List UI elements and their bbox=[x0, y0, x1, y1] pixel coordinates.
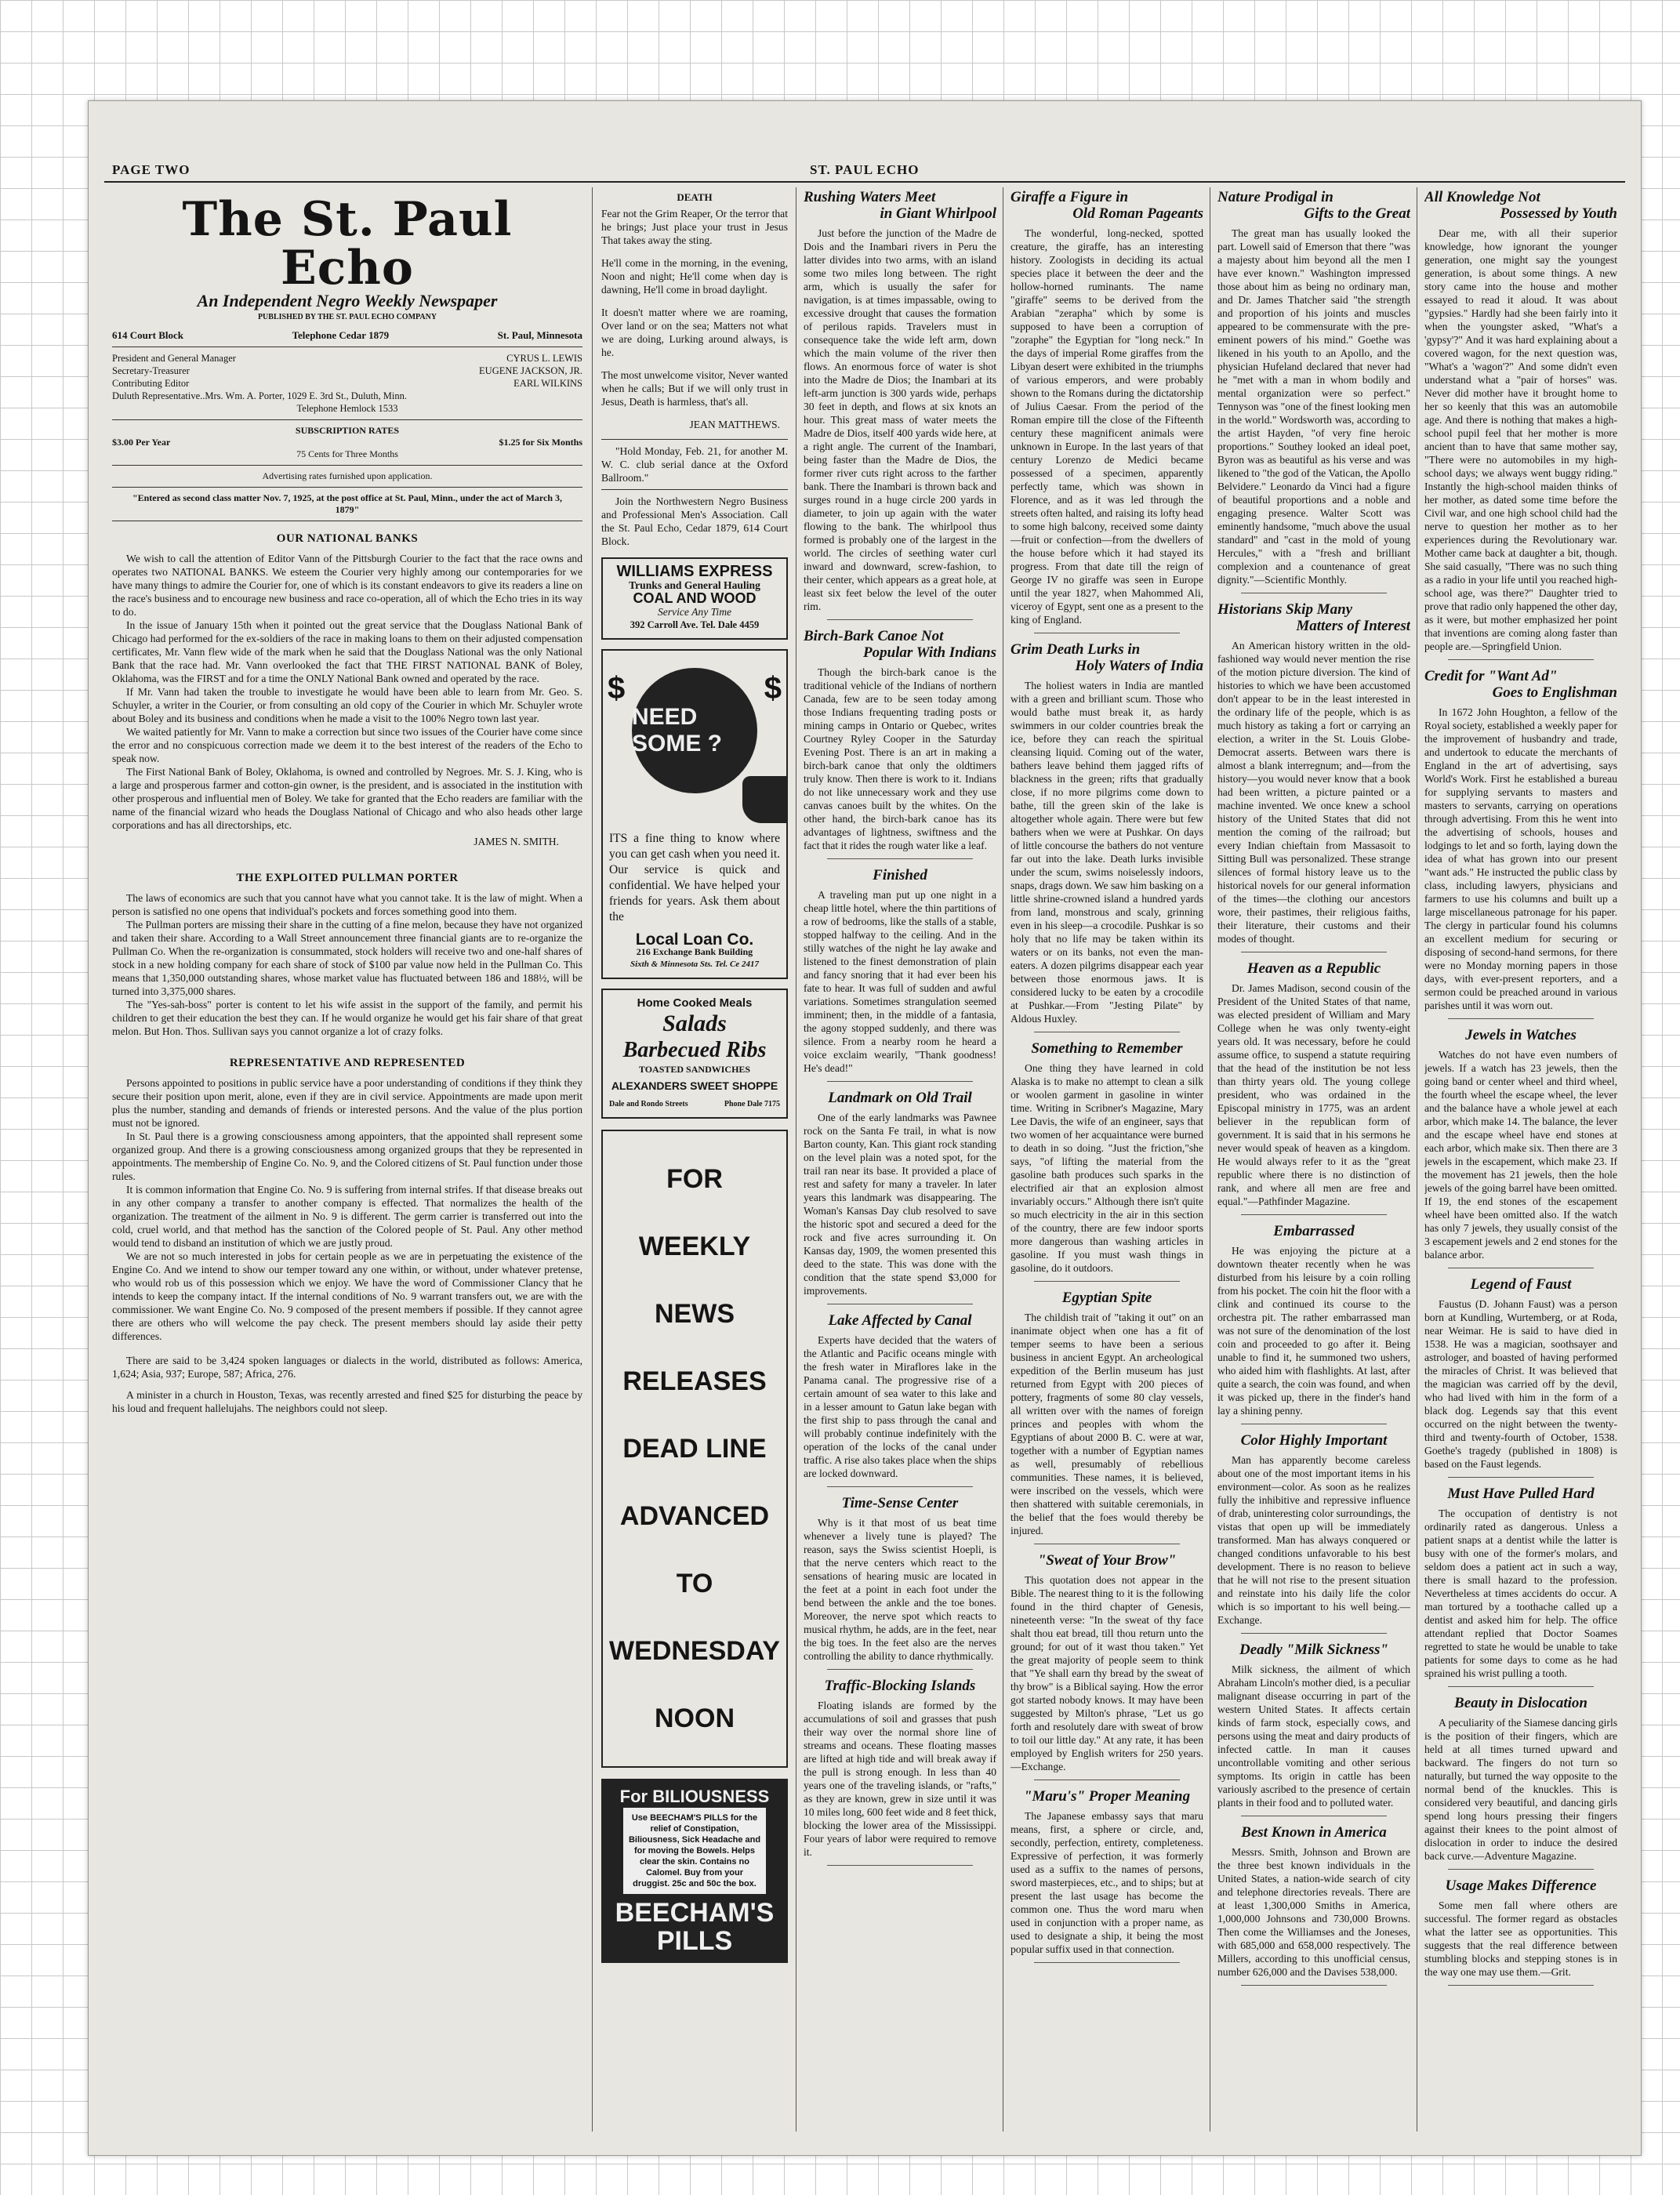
notice: "Hold Monday, Feb. 21, for another M. W. C. club serial dance at the Oxford Ballroom." bbox=[601, 445, 788, 484]
divider bbox=[112, 465, 582, 466]
alexanders-ad: Home Cooked Meals Salads Barbecued Ribs TOASTED SANDWICHES ALEXANDERS SWEET SHOPPE Dale and Rondo Streets Phone Dale 7175 bbox=[601, 989, 788, 1119]
article-headline: Time-Sense Center bbox=[841, 1495, 959, 1511]
williams-express-ad: WILLIAMS EXPRESS Trunks and General Hauling COAL AND WOOD Service Any Time 392 Carroll Ave. Tel. Dale 4459 bbox=[601, 557, 788, 640]
article bbox=[804, 189, 996, 620]
article-body: Watches do not have even numbers of jewels. If a watch has 23 jewels, then the going band or center wheel and third wheel, the fourth wheel the escape wheel, the lever and the balance have a whole jewel at each arbor, which make 14. The balance, the lever and the escape wheel have end stones at each arbor, which make six. Then there are 3 jewels in the escapement, which make 23. If the movement has 21 jewels, then the hole jewels of the going barrel have been omitted. If 19, the end stones of the escapement wheel have been omitted also. If the watch has only 7 jewels, they usually consist of the 3 escapement jewels and 2 end stones for the balance arbor. bbox=[1424, 1049, 1617, 1261]
paragraph: Persons appointed to positions in public service have a poor understanding of conditions if they think they secure their position upon merit, alone, even if they are in civil service. Appointments are made upon merit plus the number, standing and demands of friends or interested persons. And the value of the plus portion must not be ignored. bbox=[112, 1077, 582, 1129]
article-body: Some men fall where others are successful. The former regard as obstacles what the latter see as opportunities. This suggests that the real difference between stumbling blocks and stepping stones is in the way one may use them.—Grit. bbox=[1424, 1899, 1617, 1978]
paragraph: We wish to call the attention of Editor Vann of the Pittsburgh Courier to the fact that the race owns and operates two NATIONAL BANKS. We esteem the Courier very highly among our contemporaries for we have many things to admire the Courier for, one of which is its constant endeavors to give its readers a line on the race's business and to encourage new business and race co-operation, all of which the Echo tries in its way to do. bbox=[112, 553, 582, 618]
article bbox=[1424, 1695, 1617, 1870]
divider bbox=[112, 419, 582, 420]
article-headline: Jewels in Watches bbox=[1465, 1027, 1577, 1043]
masthead-contact bbox=[112, 328, 582, 342]
news-column-6 bbox=[1424, 187, 1617, 2132]
page-number: PAGE TWO bbox=[112, 162, 190, 177]
article-body: Messrs. Smith, Johnson and Brown are the three best known individuals in the United States, a nation-wide search of city and telephone directories reveals. There are at least 1,300,000 Smiths in America, 1,000,000 Johnsons and 730,000 Browns. Then come the Williamses and the Joneses, with 685,000 and 658,000 respectively. The Millers, according to this unofficial census, number 626,000 and the Davises 538,000. bbox=[1217, 1846, 1410, 1978]
article-headline: Deadly "Milk Sickness" bbox=[1239, 1642, 1388, 1658]
signature: JAMES N. SMITH. bbox=[474, 836, 559, 847]
article-headline: Something to Remember bbox=[1031, 1040, 1183, 1057]
article-divider bbox=[827, 858, 973, 859]
editorial-column bbox=[112, 187, 582, 2132]
article-headline: Finished bbox=[873, 867, 927, 883]
article-headline: Egyptian Spite bbox=[1061, 1290, 1152, 1306]
article-body: Experts have decided that the waters of the Atlantic and Pacific oceans mingle with the fresh water in Miraflores lake in the Panama canal. The progressive rise of a certain amount of sea water to this lake and in a lesser amount to Gatun lake began with the first ship to pass through the canal and will probably continue indefinitely with the operation of the locks of the canal under traffic. A rise also takes place when the ships are locked downward. bbox=[804, 1334, 996, 1479]
article bbox=[1217, 1432, 1410, 1634]
masthead-address: 614 Court Block bbox=[112, 329, 183, 341]
paragraph: There are said to be 3,424 spoken languages or dialects in the world, distributed as follows: America, 1,624; Asia, 937; Europe, 587; Africa, 276. bbox=[112, 1355, 582, 1380]
article bbox=[1217, 1824, 1410, 1986]
staff-row: President and General Manager CYRUS L. LEWIS bbox=[112, 353, 582, 364]
article-divider bbox=[1448, 659, 1594, 660]
article bbox=[1424, 1878, 1617, 1986]
article-title: OUR NATIONAL BANKS bbox=[276, 532, 419, 545]
article-body: The wonderful, long-necked, spotted creature, the giraffe, has an interesting history. Zoologists in deciding its actual species place it between the deer and the hollow-horned ruminants. The name "giraffe" seems to be derived from the Arabian "zerapha" which by some is supposed to have been a corruption of "zoraphe" the Egyptian for "long neck." In the days of imperial Rome giraffes from the Libyan desert were exhibited in the triumphs of various emperors, and were probably shown to the Romans during the dictatorship of Julius Caesar. From the period of the Roman empire till the close of the Fifteenth century these magnificent animals were unknown in Europe. In the last years of that century Lorenzo de Medici became possessed of a specimen, apparently perfectly tame, which was shown in Florence, and as it was led through the streets often halted, and raising its lofty head to some high balcony, received some dainty—fruit or confection—from the dwellers of the house before which it had stayed its progress. From that date till the reign of George IV no giraffe was seen in Europe until the year 1827, when Mahommed Ali, viceroy of Egypt, sent one as a present to the king of England. bbox=[1011, 227, 1203, 626]
article-headline: "Sweat of Your Brow" bbox=[1037, 1552, 1177, 1569]
running-head: ST. PAUL ECHO bbox=[810, 162, 920, 177]
article-headline: Rushing Waters Meet in Giant Whirlpool bbox=[804, 189, 996, 222]
article-body: Why is it that most of us beat time whenever a lively tune is played? The reason, says the Swiss scientist Hoepli, is that the nerve centers which react to the sensations of hearing music are located in the feet at a point in each foot under the bend between the ankle and the toe bones. Moreover, the nerve spot which reacts to musical rhythm, he adds, are in the feet, near the big toes. In the feet also are the nerves controlling the ability to dance rhythmically. bbox=[804, 1517, 996, 1662]
article-divider bbox=[1448, 1869, 1594, 1870]
article bbox=[1217, 960, 1410, 1215]
article-body: This quotation does not appear in the Bible. The nearest thing to it is the following found in the third chapter of Genesis, nineteenth verse: "In the sweat of thy face shalt thou eat bread, till thou return unto the ground; for out of it wast thou taken." Yet the great majority of people seem to think that "Ye shall earn thy bread by the sweat of thy brow" is a Biblical saying. How the error got started nobody knows. It may have been suggested by Milton's phrase, "Let us go forth and resolutely dare with sweat of brow to toil our little day." At any rate, it has been employed by English writers for 250 years.—Exchange. bbox=[1011, 1574, 1203, 1772]
article-headline: Landmark on Old Trail bbox=[828, 1090, 972, 1106]
article-body: Faustus (D. Johann Faust) was a person born at Kundling, Wurtemberg, or at Roda, near Weimar. He is said to have died in 1538. He was a magician, soothsayer and astrologer, and boasted of having performed the miracles of Christ. It was believed that the magician was carried off by the devil, who had lived with him in the form of a black dog. Legends say that this event occurred on the night between the twenty-third and twenty-fourth of October, 1538. Goethe's tragedy (published in 1808) is based on the Faust legends. bbox=[1424, 1298, 1617, 1470]
article-divider bbox=[1448, 1985, 1594, 1986]
article bbox=[1424, 189, 1617, 660]
article bbox=[1424, 1276, 1617, 1478]
divider bbox=[112, 487, 582, 488]
masthead-telephone: Telephone Cedar 1879 bbox=[292, 329, 390, 341]
rates-title: SUBSCRIPTION RATES bbox=[295, 425, 400, 436]
deadline-notice: FOR WEEKLY NEWS RELEASES DEAD LINE ADVANCED TO WEDNESDAY NOON bbox=[601, 1130, 788, 1768]
article-body: Though the birch-bark canoe is the traditional vehicle of the Indians of northern Canada, few are to be seen today among those Indians frequenting trading posts or mining camps in Ontario or Quebec, writes Courtney Ryley Cooper in the Saturday Evening Post. There is an art in making a birch-bark canoe that only the oldtimers truly know. Then there is work to it. Indians do not like unnecessary work and they use canvas canoes built by the whites. On the other hand, the birch-bark canoe has its advantages of lightness, swiftness and the fact that it rides the rough water like a leaf. bbox=[804, 666, 996, 851]
article bbox=[1217, 1642, 1410, 1816]
article-divider bbox=[1034, 1281, 1180, 1282]
article-body: The holiest waters in India are mantled with a green and brilliant scum. Those who would bathe must break it, as hardy swimmers in our colder countries break the ice, before they can reach the spiritual cleansing liquid. Coming out of the water, bathers leave behind them jagged rifts of blackness in the green; rifts that gradually close, if no more pilgrims come down to bathe, till the green skin of the lake is altogether whole again. There were but few bathers when we were at Pushkar. On days of little concourse the bathers do not venture far out into the lake. Death lurks invisible under the scum, swims noiselessly indoors, snaps, drags down. We saw him basking on a little shrine-crowned island a hundred yards from land, monstrous and scaly, grinning even in his sleep—a crocodile. Pushkar is so holy that no life may be taken within its waters or on its banks, not even the man-eaters. A dozen pilgrims disappear each year between those enormous jaws. It is considered lucky to be eaten by a crocodile at Pushkar.—From "Jesting Pilate" by Aldous Huxley. bbox=[1011, 680, 1203, 1025]
article-headline: Must Have Pulled Hard bbox=[1447, 1486, 1595, 1502]
article-body: The childish trait of "taking it out" on an inanimate object when one has a fit of temper seems to have been a serious business in ancient Egypt. An archeological expedition of the Berlin museum has just returned from Egypt with 200 pieces of pottery, fragments of some 80 clay vessels, all written over with the names of foreign princes and peoples with whom the Egyptians of about 2000 B. C. were at war, together with a number of Egyptian names as well, presumably of rebellious communities. These names, it is believed, were inscribed on the vessels, which were then shattered with suitable ceremonials, in the belief that the foes would thereby be injured. bbox=[1011, 1312, 1203, 1536]
article bbox=[804, 867, 996, 1082]
article-divider bbox=[1448, 1018, 1594, 1019]
article-headline: Usage Makes Difference bbox=[1445, 1878, 1597, 1894]
article-headline: Grim Death Lurks in Holy Waters of India bbox=[1011, 641, 1203, 674]
article-divider bbox=[1448, 1477, 1594, 1478]
article-headline: Best Known in America bbox=[1241, 1824, 1387, 1841]
notice: Join the Northwestern Negro Business and Professional Men's Association. Call the St. Paul Echo, Cedar 1879, 614 Court Block. bbox=[601, 495, 788, 547]
article-body: A peculiarity of the Siamese dancing girls is the position of their fingers, which are held at all times turned upward and backward. The fingers do not turn so naturally, but turned the way opposite to the normal bend of the knuckles. This is considered very beautiful, and dancing girls spend long hours pressing their fingers against their knees to the point almost of dislocation in order to induce the desired back curve.—Adventure Magazine. bbox=[1424, 1717, 1617, 1862]
article bbox=[1424, 1486, 1617, 1687]
article-body: One of the early landmarks was Pawnee rock on the Santa Fe trail, in what is now Barton county, Kan. This giant rock standing on the level plain was a noted spot, for the trail ran near its base. It provided a place of rest and safety for many a traveler. In later years this landmark was disappearing. The Woman's Kansas Day club resolved to save the historic spot and secured a deed for the rock and five acres surrounding it. On Kansas day, 1909, the women presented this deed to the state. This was done with the condition that the state spend $3,000 for improvements. bbox=[804, 1112, 996, 1297]
article bbox=[804, 1495, 996, 1670]
paragraph: In St. Paul there is a growing consciousness among appointers, that the appointed shall represent some organized group. And there is a growing consciousness among organized groups that they be represented in appointments. The membership of Engine Co. No. 9, and the Colored citizens of St. Paul function under those rules. bbox=[112, 1130, 582, 1182]
article-headline: Color Highly Important bbox=[1240, 1432, 1388, 1449]
poem-stanza: Fear not the Grim Reaper, Or the terror that he brings; Just place your trust in Jesus That takes away the sting. bbox=[601, 208, 788, 246]
poem-title: DEATH bbox=[677, 191, 713, 203]
entered-notice: "Entered as second class matter Nov. 7, 1925, at the post office at St. Paul, Minn., under the act of March 3, 1879" bbox=[132, 492, 563, 515]
staff-duluth: Duluth Representative..Mrs. Wm. A. Porter, 1029 E. 3rd St., Duluth, Minn. bbox=[112, 390, 407, 401]
article bbox=[1424, 668, 1617, 1019]
article-divider bbox=[1448, 1686, 1594, 1687]
article bbox=[1424, 1027, 1617, 1268]
article bbox=[1011, 1788, 1203, 1963]
paragraph: The "Yes-sah-boss" porter is content to let his wife assist in the support of the family, and permit his children to get their education the best they can. If he would organize he would get his fair share of that great melon. But Hon. Thos. Sullivan says you cannot organize a lot of crazy folks. bbox=[112, 999, 582, 1037]
poem-stanza: It doesn't matter where we are roaming, Over land or on the sea; Matters not what we are doing, Lurking around always, is he. bbox=[601, 307, 788, 358]
article-headline: Nature Prodigal in Gifts to the Great bbox=[1217, 189, 1410, 222]
need-some-badge: NEED SOME ? bbox=[632, 668, 757, 793]
article-headline: Giraffe a Figure in Old Roman Pageants bbox=[1011, 189, 1203, 222]
paragraph: A minister in a church in Houston, Texas, was recently arrested and fined $25 for disturbing the peace by his loud and frequent hallelujahs. The neighbors could not sleep. bbox=[112, 1389, 582, 1414]
article-body: Just before the junction of the Madre de Dois and the Inambari rivers in Peru the latter divides into two arms, with an island some two miles long between. The right arm, which is usually the safer for navigation, is at times impassable, owing to excessive drought that causes the formation of perilous rapids. Travelers must in consequence take the wide left arm, down which the main volume of the river then flows. An enormous force of water is shot into the Madre de Dios; the Inambari at its left-arm junction is 300 yards wide, perhaps 30 feet in depth, and flows at six knots an hour. This great mass of water meets the Madre de Dios, itself 400 yards wide here, at a right angle. The current of the Inambari, being faster than the Madre de Dios, the former river cuts right across to the farther bank. There the Inambari is thrown back and surges round in a huge circle 200 yards in diameter, to join up again with the water flowing to the bank. The whirlpool thus formed is probably one of the largest in the world. The circles of seething water curl inward and downward, screw-fashion, to their center, which appears as a great hole, at least six feet below the level of the outer rim. bbox=[804, 227, 996, 612]
poem-author: JEAN MATTHEWS. bbox=[689, 419, 780, 430]
advertising-note: Advertising rates furnished upon application. bbox=[262, 470, 433, 481]
paragraph: If Mr. Vann had taken the trouble to investigate he would have been able to learn from Mr. Geo. S. Schuyler, a writer in the Courier, or from consulting an old copy of the Courier in which Mr. Schuyler wrote about Boley and its business and conditions when he made a visit to the 100% Negro town last year. bbox=[112, 686, 582, 724]
article-headline: Legend of Faust bbox=[1470, 1276, 1572, 1293]
beechams-pills-ad: For BILIOUSNESS Use BEECHAM'S PILLS for the relief of Constipation, Biliousness, Sick Headache and for moving the Bowels. Helps clear the skin. Contains no Calomel. Buy from your druggist. 25c and 50c the box. BEECHAM'S PILLS bbox=[601, 1779, 788, 1963]
article-body: He was enjoying the picture at a downtown theater recently when he was disturbed from his leisure by a coin rolling from his pocket. The coin hit the floor with a clink and continued its course to the orchestra pit. The rather embarrassed man was not sure of the denomination of the lost coin and proceeded to go after it. Being unable to find it, he summoned two ushers, who aided him with flashlights. At last, after quite a search, the coin was found, and when it was picked up, there in the finder's hand lay a shining penny. bbox=[1217, 1245, 1410, 1417]
divider bbox=[601, 439, 788, 440]
paragraph: The laws of economics are such that you cannot have what you cannot take. It is the law of might. When a person is satisfied no one opens that individual's pockets and forces something good into them. bbox=[112, 892, 582, 917]
column-rule bbox=[592, 187, 593, 2132]
article bbox=[1217, 601, 1410, 952]
article-body: An American history written in the old-fashioned way would never mention the rise of the motion picture diversion. The kind of histories to which we have been accustomed don't appear to be in the least interested in the ordinary life of the people, which is as much history as taking a fort or carrying an election, a writer in the St. Louis Globe-Democrat asserts. Between wars there is almost a blank interregnum; and—from the history—you would never know that a book had been written, a picture painted or a machine invented. We once knew a school history of the United States that did not mention the coming of the railroad; but every Indian chieftain from Massasoit to Sitting Bull was personalized. These strange silences of formal history leave us to the historical novels for our general information of the times—the clothing our ancestors wore, their pastimes, their religious faiths, their literature, their customs and their modes of thought. bbox=[1217, 640, 1410, 945]
masthead-title: The St. Paul Echo bbox=[182, 192, 513, 296]
article-divider bbox=[1241, 1214, 1387, 1215]
article bbox=[1217, 1223, 1410, 1424]
article bbox=[1011, 1290, 1203, 1544]
poem-stanza: The most unwelcome visitor, Never wanted when he calls; But if we will only trust in Jesus, Death is harmless, that's all. bbox=[601, 369, 788, 408]
dollar-icon: $ bbox=[764, 671, 782, 706]
paragraph: The Pullman porters are missing their share in the cutting of a fine melon, because they have not organized and taken their share. According to a Wall Street announcement three financial giants are to re-organize the Pullman Co. When the re-organization is consummated, stock holders will receive two and one-half shares of stock in a new holding company for each share of stock of $100 par value now held in the Pullman Co. This means that 1,350,000 outstanding shares, whose market value has fluctuated between 186 and 188½, will be turned into 3,375,000 shares. bbox=[112, 919, 582, 997]
dollar-icon: $ bbox=[608, 671, 626, 706]
article-body: The Japanese embassy says that maru means, first, a sphere or circle, and, secondly, perfection, entirety, completeness. Expressive of perfection, it was formerly used as a suffix to the names of persons, sword masterpieces, etc., and to ships; but at present the last usage has become the common one. Thus the word maru when used in conjunction with a proper name, as used to designate a ship, it being the most popular suffix used in that connection. bbox=[1011, 1810, 1203, 1955]
article-headline: All Knowledge Not Possessed by Youth bbox=[1424, 189, 1617, 222]
article bbox=[804, 1312, 996, 1487]
article-headline: Historians Skip Many Matters of Interest bbox=[1217, 601, 1410, 634]
local-loan-ad: $ $ NEED SOME ? ITS a fine thing to know where you can get cash when you need it. Our service is quick and confidential. We have helped your friends for years. Ask them about the Local Loan Co. 216 Exchange Bank Building Sixth & Minnesota Sts. Tel. Ce 2417 bbox=[601, 649, 788, 979]
article-body: The occupation of dentistry is not ordinarily rated as dangerous. Unless a patient snaps at a dentist while the latter is busy with one of the former's molars, and seldom does a patient act in such a way, there is small hazard to the profession. Nevertheless at times accidents do occur. A man tortured by a toothache called up a dentist and asked him for help. The office attendant replied that Doctor Soames regretted to state he would be unable to take patients for some days to come as he had sprained his wrist pulling a tooth. bbox=[1424, 1507, 1617, 1679]
masthead-city: St. Paul, Minnesota bbox=[497, 329, 582, 341]
staff-list bbox=[112, 352, 582, 415]
article bbox=[1217, 189, 1410, 593]
article-divider bbox=[1241, 1633, 1387, 1634]
article-headline: Traffic-Blocking Islands bbox=[824, 1678, 976, 1694]
article-body: Milk sickness, the ailment of which Abraham Lincoln's mother died, is a peculiar malignant disease occurring in part of the western United States. It affects certain kinds of farm stock, especially cows, and persons using the meat and dairy products of infected cattle. In man it causes uncontrollable vomiting and other serious symptoms. Its origin in cattle has been variously ascribed to the presence of certain plants in their food and to polluted water. bbox=[1217, 1663, 1410, 1809]
article-body: The great man has usually looked the part. Lowell said of Emerson that there "was a majesty about him beyond all the men I have ever known." Washington impressed those about him as being no ordinary man, and Dr. James Thatcher said "the strength and proportion of his joints and muscles appeared to be commensurate with the pre-eminent powers of his mind." Goethe was likened in his youth to an Apollo, and the physician Hufeland declared that never had he "met with a man in whom bodily and mental organization were so perfect." Tennyson was "one of the finest looking men in the world." Wordsworth was, according to the artist Hayden, "of very fine heroic proportions." Southey looked an ideal poet, Byron was as beautiful as his verse and was likened to "the god of the Vatican, the Apollo Belvidere." Leonardo da Vinci had a figure of beautiful proportions and a noble and engaging presence. Walter Scott was eminently handsome, "much above the usual standard" and "cast in the mold of young Hercules," with a "fresh and brilliant complexion and a countenance of great dignity."—Scientific Monthly. bbox=[1217, 227, 1410, 586]
article-divider bbox=[827, 1486, 973, 1487]
article-headline: Lake Affected by Canal bbox=[828, 1312, 972, 1329]
article bbox=[804, 1090, 996, 1304]
article-body: In 1672 John Houghton, a fellow of the Royal society, established a weekly paper for the improvement of husbandry and trade, and undertook to educate the merchants of England in the art of advertising, says World's Work. First he established a bureau for supplying servants to masters and masters to servants, carrying on operations through advertising. From this he went into the advertising of schools, houses and lodgings to let and so forth, laying down the idea of what has grown into our present "want ads." He instructed the public class by class, including lawyers, physicians and farmers to use his columns and built up a large miscellaneous patronage for his paper. The clergy in particular found his columns an excellent medium for securing or disposing of second-hand sermons, for there were no Monday morning papers in those days, with ever-present reporters, and a sermon could be preached around in various parishes until it was worn out. bbox=[1424, 706, 1617, 1011]
article-title: THE EXPLOITED PULLMAN PORTER bbox=[236, 872, 459, 884]
article-headline: Embarrassed bbox=[1273, 1223, 1355, 1239]
article-body: Dear me, with all their superior knowledge, how ignorant the younger generation, one might say the youngest generation, is about some things. A new story came into the house and mother essayed to read it aloud. It was about "gypsies." Hardly had she been fairly into it when the youngster asked, "What's a 'gypsy'?" And it was hard explaining about a covered wagon, for the next question was, "What's a 'wagon'?" And some didn't even understand what a "pair of horses" was. Never did mother have it brought home to her so keenly that this was an automobile age. And there is nothing that makes a high-school pupil feel that her mother is more ancient than to have that same mother say, "There were no automobiles in my high-school days; we always went buggy riding." Instantly the high-school maiden thinks of her mother, as dated some time before the Civil war, and one high school child had the nerve to question her mother as to her experiences during the Revolutionary war. Mother came back at daughter a bit, though. She said casually, "There was no such thing as a radio in your life until you reached high-school age, was there?" Daughter tried to prove that radio only happened the other day, as it were, but mother emphasized her point that inventions are coming along faster than people are.—Springfield Union. bbox=[1424, 227, 1617, 652]
article-divider bbox=[1034, 1962, 1180, 1963]
rate-three: 75 Cents for Three Months bbox=[296, 448, 398, 459]
masthead-subtitle: An Independent Negro Weekly Newspaper bbox=[197, 291, 498, 310]
ad-copy: ITS a fine thing to know where you can get cash when you need it. Our service is quick and confidential. We have helped your friends for years. Ask them about the bbox=[609, 832, 780, 923]
rates-row: $3.00 Per Year $1.25 for Six Months bbox=[112, 437, 582, 448]
paragraph: It is common information that Engine Co. No. 9 is suffering from internal strifes. If that disease breaks out in any other company a transfer to another company is effected. That normalizes the health of the organization. The treatment of the ailment in No. 9 is different. The germ carrier is transferred out into the cold, cruel world, and that method has the sanction of the Colored people of St. Paul. Any other method would tend to disband an institution of which we are justly proud. bbox=[112, 1184, 582, 1249]
ad-column bbox=[601, 187, 788, 2132]
paragraph: The First National Bank of Boley, Oklahoma, is owned and controlled by Negroes. Mr. S. J. King, who is a large and prosperous farmer and cotton-gin owner, is the president, and is associated in the institution with other prosperous and influential men of Boley. We take for granted that the Echo readers are familiar with the name of the financial wizard who heads the Douglass National of Chicago and who also heads other large corporations and has all directorships, etc. bbox=[112, 766, 582, 831]
poem bbox=[601, 207, 788, 408]
article bbox=[1011, 641, 1203, 1032]
article-headline: Heaven as a Republic bbox=[1246, 960, 1381, 977]
paragraph: We are not so much interested in jobs for certain people as we are in perpetuating the existence of the Engine Co. And we intend to show our temper toward any one within, or without, under whatever pretense, who would rob us of this possession which we enjoy. We have the word of Commissioner Clancy that he intends to keep the company intact. If the internal conditions of No. 9 warrant transfers out, we are with the commissioner. We want Engine Co. No. 9 composed of the present members if possible. If they cannot agree there are others who will welcome the pay check. The present members should lay aside their petty differences. bbox=[112, 1250, 582, 1342]
article-divider bbox=[827, 1081, 973, 1082]
article-title: REPRESENTATIVE AND REPRESENTED bbox=[229, 1057, 466, 1069]
article bbox=[1011, 189, 1203, 633]
header-rule bbox=[104, 181, 1625, 183]
article-body: Man has apparently become careless about one of the most important items in his environment—color. As soon as he realizes fully the inhibitive and repressive influence of drab, uninteresting color surroundings, the vistas that open up will be immediately transformed. Man has always conquered or changed conditions unfavorable to his best development. There is no reason to believe that he will not rise to the present situation and reinstate into his daily life the color which is so important to his well being.—Exchange. bbox=[1217, 1454, 1410, 1626]
article bbox=[804, 628, 996, 859]
paragraph: We waited patiently for Mr. Vann to make a correction but since two issues of the Courier have come since the error and no conspicuous correction made we deem it to the best interest of the readers of the Echo to speak now. bbox=[112, 726, 582, 764]
article-body: Floating islands are formed by the accumulations of soil and grasses that push their way over the normal shore line of streams and oceans. These floating masses are lifted at high tide and will break away if the pull is strong enough. In less than 40 years one of the traveling islands, or "rafts," as they are known, grew in size until it was 10 miles long, 600 feet wide and 8 feet thick, blocking the lower area of the Mississippi. Four years of labor were required to remove it. bbox=[804, 1700, 996, 1858]
article-divider bbox=[827, 1669, 973, 1670]
article bbox=[1011, 1040, 1203, 1282]
article-body: A traveling man put up one night in a cheap little hotel, where the thin partitions of a row of bedrooms, like the stalls of a stable, stopped halfway to the ceiling. And in the stilly watches of the night he lay awake and listened to the finest demonstration of plain and fancy snoring that it had ever been his fate to hear. It was full of sudden and awful variations. Sometimes strangulation seemed imminent; then, in the middle of a fantasia, the agony stopped suddenly, and there was silence. From a nearby room he heard a voice exclaim wearily, "Thank goodness! He's dead!" bbox=[804, 889, 996, 1074]
article bbox=[804, 1678, 996, 1866]
newspaper-page bbox=[88, 100, 1642, 2156]
ad-company: Local Loan Co. bbox=[635, 931, 754, 949]
masthead-publisher: PUBLISHED BY THE ST. PAUL ECHO COMPANY bbox=[257, 313, 437, 321]
news-column-4 bbox=[1011, 187, 1203, 2132]
article bbox=[1011, 1552, 1203, 1780]
article-headline: Birch-Bark Canoe Not Popular With Indians bbox=[804, 628, 996, 661]
news-column-3 bbox=[804, 187, 996, 2132]
article-body: Dr. James Madison, second cousin of the President of the United States of that name, was elected president of William and Mary College when he was only twenty-eight years old. It was necessary, before he could assume office, to suspend a statute requiring that the head of the institution be not less than thirty years old. The young college president, who was ordained in the Episcopal ministry in 1775, was an ardent believer in the republican form of government. It is said that in his sermons he never would speak of heaven as a kingdom. He would always refer to it as the "great republic where there is no distinction of rank, and where all men are free and equal."—Pathfinder Magazine. bbox=[1217, 982, 1410, 1207]
article-divider bbox=[1241, 1985, 1387, 1986]
news-column-5 bbox=[1217, 187, 1410, 2132]
article-divider bbox=[827, 619, 973, 620]
divider bbox=[112, 346, 582, 347]
article-headline: Beauty in Dislocation bbox=[1454, 1695, 1587, 1711]
article-body: One thing they have learned in cold Alaska is to make no attempt to clean a silk or woolen garment in gasoline in winter time. Writing in Scribner's Magazine, Mary Lee Davis, the wife of an engineer, says that two women of her acquaintance were burned to death in so doing. "Just the friction,"she says, "of lifting the material from the gasoline bath produces such sparks in the electrified air that an explosion almost invariably occurs." Although there isn't quite so much electricity in the air in this section of the country, there are few indoor sports more dangerous than washing articles in gasoline. If you must wash things in gasoline, do it outdoors. bbox=[1011, 1062, 1203, 1274]
divider bbox=[601, 489, 788, 490]
staff-row: Contributing Editor EARL WILKINS bbox=[112, 378, 582, 389]
article-divider bbox=[827, 1865, 973, 1866]
article-headline: "Maru's" Proper Meaning bbox=[1023, 1788, 1191, 1805]
article-headline: Credit for "Want Ad" Goes to Englishman bbox=[1424, 668, 1617, 701]
poem-stanza: He'll come in the morning, in the evening, Noon and night; He'll come when day is dawning, He'll come in broad daylight. bbox=[601, 257, 788, 296]
money-bag-icon bbox=[742, 776, 788, 823]
staff-duluth-phone: Telephone Hemlock 1533 bbox=[296, 403, 398, 414]
staff-row: Secretary-Treasurer EUGENE JACKSON, JR. bbox=[112, 365, 582, 376]
paragraph: In the issue of January 15th when it pointed out the great service that the Douglass National Bank of Chicago had performed for the ex-soldiers of the race in making loans to them on their adjusted compensation certificates, Mr. Vann flew wide of the mark when he said that the Douglass National was the only National Bank that the race had. Mr. Vann overlooked the fact that THE FIRST NATIONAL BANK of Boley, Oklahoma, was the FIRST and for a time the ONLY National Bank owned and operated by the race. bbox=[112, 619, 582, 684]
